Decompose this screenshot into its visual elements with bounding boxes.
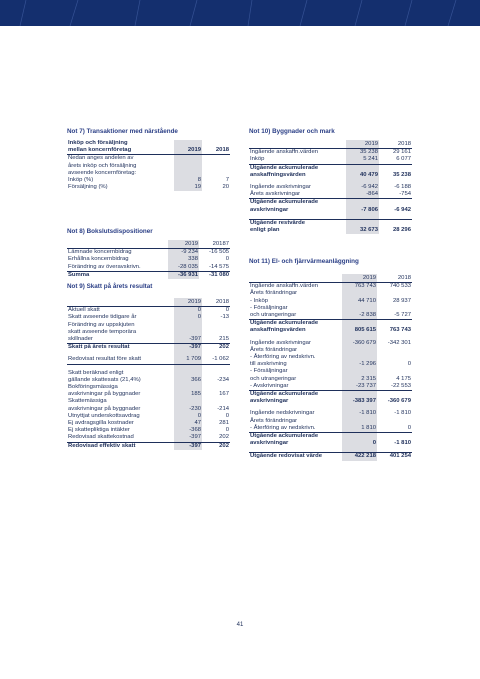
row-label: Utgående ackumulerade <box>249 391 342 399</box>
table-row <box>67 344 230 352</box>
row-label: - Återföring av nedskrivn. <box>250 354 316 361</box>
note11-table <box>249 274 412 461</box>
value-current-year <box>346 199 379 207</box>
table-row <box>249 418 412 425</box>
value-previous-year: -214 <box>217 405 229 412</box>
row-label: - Återföring av nedskrivn. <box>250 424 316 431</box>
table-row <box>249 298 412 305</box>
row-label: Utgående ackumulerade <box>249 164 346 172</box>
row-label: och utrangeringar <box>250 312 297 319</box>
table-row <box>249 199 412 207</box>
value-current-year: -397 <box>174 434 202 442</box>
row-label: till avskrivning <box>250 361 287 368</box>
value-current-year <box>174 155 202 163</box>
value-previous-year: 6 077 <box>396 156 411 163</box>
value-previous-year: -13 <box>220 314 229 321</box>
value-previous-year: -6 942 <box>394 206 411 213</box>
value-current-year: -9 234 <box>168 249 199 257</box>
value-current-year <box>342 305 377 312</box>
table-row <box>249 290 412 297</box>
header-label-cell <box>67 298 174 307</box>
value-current-year <box>342 290 377 297</box>
value-previous-year <box>202 155 230 163</box>
value-current-year <box>342 320 377 328</box>
value-previous-year <box>202 163 230 170</box>
value-previous-year: 29 161 <box>392 149 411 156</box>
table-row <box>249 453 412 461</box>
value-previous-year <box>379 164 412 172</box>
value-current-year: 0 <box>174 307 202 315</box>
value-previous-year: 0 <box>225 427 229 434</box>
row-label: gällande skattesats (21,4%) <box>68 376 141 383</box>
row-label: Aktuell skatt <box>68 307 100 314</box>
table-row <box>67 336 230 344</box>
value-current-year: 2 315 <box>342 376 377 383</box>
value-current-year: -368 <box>174 427 202 434</box>
value-previous-year: 7 <box>225 177 229 184</box>
header-label-cell <box>67 240 168 249</box>
table-row <box>249 440 412 447</box>
value-previous-year <box>202 170 230 177</box>
row-label: anskaffningsvärden <box>250 171 306 178</box>
value-previous-year: -754 <box>399 191 411 198</box>
value-current-year: 47 <box>174 420 202 427</box>
value-previous-year: 0 <box>407 361 411 368</box>
value-previous-year <box>202 322 230 329</box>
value-previous-year: 2018 <box>202 147 230 155</box>
value-previous-year <box>377 418 412 425</box>
value-previous-year: -6 188 <box>394 184 411 191</box>
header-year-previous: 2018 <box>202 298 230 307</box>
table-row <box>249 164 412 172</box>
row-label: avseende koncernföretag: <box>68 169 137 176</box>
value-current-year: 5 241 <box>346 156 379 164</box>
row-label: Årets förändringar <box>250 417 298 424</box>
row-label: Ingående avskrivningar <box>250 184 311 191</box>
row-label: Redovisad skattekostnad <box>68 434 134 441</box>
value-previous-year: 740 533 <box>389 283 411 290</box>
row-label: Utgående redovisat värde <box>249 453 342 461</box>
table-header-row <box>249 274 412 283</box>
table-row <box>249 383 412 391</box>
row-label: Skatt avseende tidigare år <box>68 314 137 321</box>
row-label: avskrivningar <box>250 440 289 447</box>
table-row <box>67 314 230 321</box>
table-row <box>249 327 412 334</box>
table-row <box>67 256 230 263</box>
row-label: Utgående ackumulerade <box>249 320 342 328</box>
value-current-year <box>346 219 379 227</box>
table-row <box>249 156 412 164</box>
value-previous-year: 0 <box>225 412 229 419</box>
row-label: Ej avdragsgilla kostnader <box>68 420 134 427</box>
value-previous-year: 0 <box>225 256 229 263</box>
table-row <box>67 177 230 184</box>
value-current-year: 44 710 <box>342 298 377 305</box>
table-row <box>249 340 412 347</box>
value-current-year <box>342 433 377 441</box>
value-current-year: -397 <box>174 344 202 352</box>
value-previous-year <box>379 219 412 227</box>
row-label: Nedan anges andelen av <box>68 155 134 162</box>
header-year-current: 2019 <box>342 274 377 283</box>
row-label: Inköp <box>250 156 265 163</box>
table-row <box>67 147 230 155</box>
row-label: Lämnade koncernbidrag <box>68 249 132 256</box>
value-previous-year: 202 <box>202 344 230 352</box>
table-header-row <box>67 240 230 249</box>
table-row <box>249 354 412 361</box>
header-label-cell <box>249 140 346 149</box>
value-current-year: 338 <box>168 256 199 263</box>
row-label: Skatt på årets resultat <box>67 344 174 352</box>
table-row <box>249 207 412 214</box>
table-row <box>67 155 230 163</box>
value-previous-year <box>202 370 230 377</box>
table-row <box>67 163 230 170</box>
table-row <box>67 377 230 384</box>
value-current-year <box>342 368 377 375</box>
row-label: Utgående ackumulerade <box>249 199 346 207</box>
table-row <box>249 361 412 368</box>
table-row <box>249 368 412 375</box>
table-row <box>67 184 230 191</box>
table-row <box>249 227 412 234</box>
value-current-year: 763 743 <box>342 283 377 291</box>
row-label: Årets förändringar <box>250 290 298 297</box>
value-current-year: 1 709 <box>174 356 202 364</box>
value-previous-year: -234 <box>217 376 229 383</box>
table-row <box>249 398 412 405</box>
row-label: Skattemässiga <box>68 398 107 405</box>
row-label: Ingående anskaffn.värden <box>250 283 319 290</box>
page-number: 41 <box>236 622 244 628</box>
value-previous-year: 763 743 <box>389 327 411 334</box>
row-label: anskaffningsvärden <box>250 327 306 334</box>
note11-title: Not 11) El- och fjärrvärmeanläggning <box>249 258 359 265</box>
row-label: - Försäljningar <box>250 304 288 311</box>
value-previous-year <box>379 199 412 207</box>
table-row <box>249 219 412 227</box>
table-row <box>67 170 230 177</box>
value-current-year <box>174 170 202 177</box>
note9-table <box>67 298 230 450</box>
row-label: Ingående avskrivningar <box>250 339 311 346</box>
row-label: Ingående anskaffn.värden <box>250 149 319 156</box>
table-row <box>67 271 230 279</box>
value-previous-year: 401 254 <box>377 453 412 461</box>
value-current-year: -36 931 <box>168 271 199 279</box>
row-label: skillnader <box>68 336 93 343</box>
value-current-year: 8 <box>174 177 202 184</box>
value-previous-year <box>377 391 412 399</box>
value-current-year: 366 <box>174 377 202 384</box>
value-current-year: -360 679 <box>342 340 377 347</box>
row-label: Redovisat resultat före skatt <box>67 356 174 364</box>
note8-title: Not 8) Bokslutsdispositioner <box>67 228 153 235</box>
value-previous-year: 35 238 <box>392 171 411 178</box>
table-row <box>249 347 412 354</box>
value-previous-year <box>377 320 412 328</box>
table-row <box>67 413 230 420</box>
value-previous-year: 28 296 <box>392 227 411 234</box>
note7-title: Not 7) Transaktioner med närstående <box>67 128 178 135</box>
row-label: avskrivningar <box>250 398 289 405</box>
value-current-year <box>346 164 379 172</box>
value-previous-year: 202 <box>219 434 229 441</box>
row-label: Utgående ackumulerade <box>249 433 342 441</box>
row-label: skatt avseende temporära <box>68 328 137 335</box>
value-current-year: -2 838 <box>342 312 377 320</box>
row-label: Förändring av uppskjuten <box>68 321 135 328</box>
table-header-row <box>67 298 230 307</box>
table-row <box>67 264 230 272</box>
table-row <box>249 305 412 312</box>
note10-table <box>249 140 412 234</box>
table-row <box>67 322 230 329</box>
value-current-year: 2019 <box>174 147 202 155</box>
row-label: Bokföringsmässiga <box>68 384 118 391</box>
value-previous-year: 281 <box>219 420 229 427</box>
table-row <box>249 312 412 320</box>
row-label: avskrivningar på byggnader <box>68 405 141 412</box>
value-current-year <box>174 370 202 377</box>
value-previous-year <box>377 347 412 354</box>
value-previous-year: 0 <box>225 307 229 314</box>
value-current-year <box>342 391 377 399</box>
value-current-year: 805 615 <box>342 327 377 334</box>
table-row <box>67 391 230 398</box>
table-row <box>249 172 412 179</box>
note9-title: Not 9) Skatt på årets resultat <box>67 283 153 290</box>
value-previous-year: -360 679 <box>387 398 411 405</box>
value-previous-year <box>377 354 412 361</box>
value-previous-year <box>202 398 230 405</box>
table-row <box>67 420 230 427</box>
table-row <box>249 425 412 433</box>
row-label: Redovisad effektiv skatt <box>67 442 174 450</box>
value-current-year: -864 <box>346 191 379 199</box>
row-label: och utrangeringar <box>250 375 297 382</box>
value-previous-year <box>377 433 412 441</box>
row-label: Årets avskrivningar <box>250 191 301 198</box>
row-label: enligt plan <box>250 227 280 234</box>
value-current-year: -397 <box>174 442 202 450</box>
value-previous-year: -1 810 <box>394 440 411 447</box>
row-label: - Avskrivningar <box>250 382 289 389</box>
value-current-year <box>174 398 202 405</box>
table-row <box>67 140 230 147</box>
value-previous-year: 215 <box>219 336 229 343</box>
value-current-year: -230 <box>174 406 202 413</box>
value-current-year: 35 238 <box>346 149 379 157</box>
table-header-row <box>249 140 412 149</box>
value-previous-year: -342 301 <box>387 339 411 346</box>
table-row <box>67 442 230 450</box>
value-current-year: -1 296 <box>342 361 377 368</box>
value-previous-year: -31 080 <box>199 271 230 279</box>
value-previous-year: -1 810 <box>394 410 411 417</box>
row-label: Inköp och försäljning <box>68 140 128 146</box>
value-previous-year: -14 575 <box>209 263 229 270</box>
row-label: Erhållna koncernbidrag <box>68 256 129 263</box>
value-current-year <box>174 384 202 391</box>
table-row <box>67 356 230 364</box>
value-previous-year: -1 062 <box>202 356 230 364</box>
note10-title: Not 10) Byggnader och mark <box>249 128 335 135</box>
value-current-year: 40 479 <box>346 172 379 179</box>
table-row <box>249 433 412 441</box>
value-previous-year: -22 553 <box>391 382 411 389</box>
value-previous-year: 202 <box>202 442 230 450</box>
row-label: Summa <box>67 271 168 279</box>
row-label: - Inköp <box>250 297 269 304</box>
value-previous-year: -16 505 <box>209 249 229 256</box>
header-year-current: 2019 <box>346 140 379 149</box>
row-label: mellan koncernföretag <box>67 147 174 155</box>
row-label: avskrivningar <box>250 206 289 213</box>
value-current-year <box>342 418 377 425</box>
value-previous-year <box>377 290 412 297</box>
value-current-year: 19 <box>174 184 202 191</box>
value-current-year: -1 810 <box>342 410 377 417</box>
table-row <box>67 427 230 434</box>
row-label: Skatt beräknad enligt <box>68 369 124 376</box>
table-row <box>249 320 412 328</box>
value-current-year: 0 <box>342 440 377 447</box>
table-row <box>67 398 230 405</box>
row-label: Ej skattepliktiga intäkter <box>68 427 130 434</box>
value-current-year: -6 942 <box>346 184 379 191</box>
header-label-cell <box>249 274 342 283</box>
value-current-year: 185 <box>174 391 202 398</box>
row-label: Utnyttjat underskottsavdrag <box>68 412 140 419</box>
value-previous-year: 4 175 <box>396 375 411 382</box>
value-current-year <box>174 140 202 147</box>
value-previous-year <box>377 305 412 312</box>
row-label: Försäljning (%) <box>68 184 108 191</box>
value-current-year: 0 <box>174 413 202 420</box>
value-previous-year: 0 <box>407 424 411 431</box>
row-label: Utgående restvärde <box>249 219 346 227</box>
value-current-year: 1 810 <box>342 425 377 433</box>
table-row <box>249 191 412 199</box>
table-row <box>249 149 412 157</box>
note7-table <box>67 140 230 191</box>
row-label: avskrivningar på byggnader <box>68 391 141 398</box>
table-row <box>249 410 412 417</box>
value-current-year: -28 035 <box>168 264 199 272</box>
row-label: - Försäljningar <box>250 368 288 375</box>
value-previous-year <box>377 368 412 375</box>
table-row <box>67 370 230 377</box>
row-label: Förändring av överavskrivn. <box>68 263 141 270</box>
value-current-year <box>342 347 377 354</box>
table-row <box>67 434 230 442</box>
value-previous-year <box>202 140 230 147</box>
value-current-year: 32 673 <box>346 227 379 234</box>
value-current-year <box>174 322 202 329</box>
value-current-year <box>174 329 202 336</box>
header-year-previous: 2018 <box>377 274 412 283</box>
table-row <box>67 329 230 336</box>
value-current-year: -7 806 <box>346 207 379 214</box>
value-current-year: -23 737 <box>342 383 377 391</box>
value-previous-year <box>202 329 230 336</box>
note8-table <box>67 240 230 279</box>
header-year-previous: 2018 <box>379 140 412 149</box>
value-previous-year <box>202 384 230 391</box>
value-current-year: 422 218 <box>342 453 377 461</box>
table-row <box>249 376 412 383</box>
header-year-current: 2019 <box>174 298 202 307</box>
value-previous-year: -5 727 <box>394 312 411 319</box>
row-label: Inköp (%) <box>68 177 94 184</box>
value-current-year <box>174 163 202 170</box>
value-previous-year: 20 <box>222 184 229 191</box>
value-current-year: 0 <box>174 314 202 321</box>
row-label: årets inköp och försäljning <box>68 162 137 169</box>
header-year-previous: 20187 <box>199 240 230 249</box>
value-previous-year: 167 <box>219 391 229 398</box>
value-previous-year: 28 937 <box>392 297 411 304</box>
table-row <box>67 406 230 413</box>
table-row <box>249 391 412 399</box>
value-current-year: -397 <box>174 336 202 344</box>
header-year-current: 2019 <box>168 240 199 249</box>
row-label: Ingående nedskrivningar <box>250 410 315 417</box>
row-label: Årets förändringar <box>250 346 298 353</box>
value-current-year: -383 397 <box>342 398 377 405</box>
value-current-year <box>342 354 377 361</box>
